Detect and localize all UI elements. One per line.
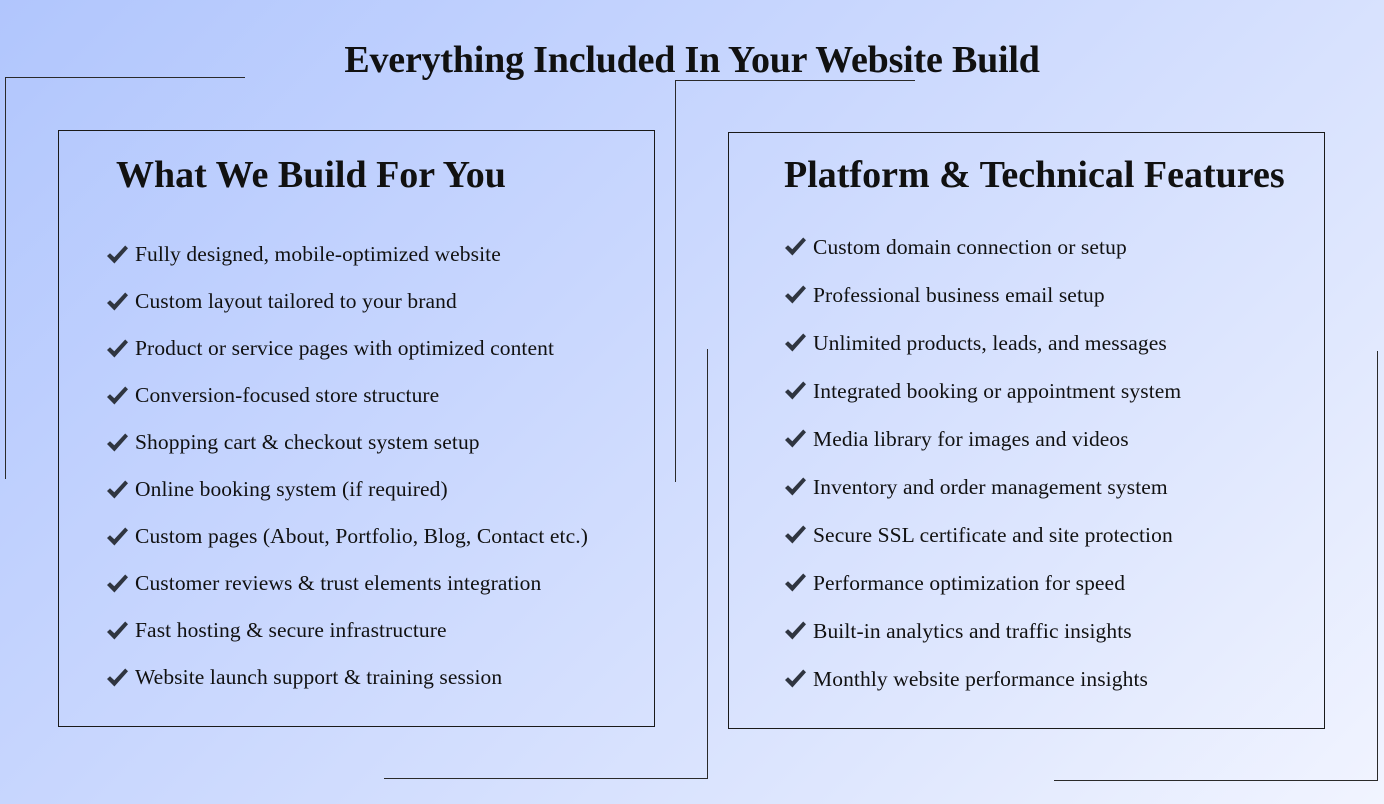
platform-features-panel <box>728 132 1325 729</box>
checkmark-icon <box>783 235 807 259</box>
feature-item <box>783 511 1181 559</box>
feature-label: Media library for images and videos <box>813 426 1129 451</box>
feature-label: Online booking system (if required) <box>135 477 448 501</box>
checkmark-icon <box>783 667 807 691</box>
feature-label: Inventory and order management system <box>813 474 1168 499</box>
feature-label: Conversion-focused store structure <box>135 383 440 407</box>
checkmark-icon <box>105 337 129 361</box>
feature-label: Product or service pages with optimized content <box>135 336 555 360</box>
checkmark-icon <box>105 478 129 502</box>
feature-item <box>783 607 1181 655</box>
feature-label: Built-in analytics and traffic insights <box>813 618 1132 643</box>
feature-label: Website launch support & training session <box>135 665 503 689</box>
feature-item <box>105 560 588 607</box>
checkmark-icon <box>105 431 129 455</box>
feature-item <box>783 463 1181 511</box>
feature-label: Custom domain connection or setup <box>813 234 1127 259</box>
feature-item <box>783 655 1181 703</box>
feature-label: Unlimited products, leads, and messages <box>813 330 1167 355</box>
feature-item <box>105 325 588 372</box>
checkmark-icon <box>783 283 807 307</box>
feature-item <box>105 372 588 419</box>
platform-section-heading: Platform & Technical Features <box>784 154 1285 196</box>
checkmark-icon <box>105 572 129 596</box>
feature-label: Fast hosting & secure infrastructure <box>135 618 447 642</box>
feature-label: Custom layout tailored to your brand <box>135 289 457 313</box>
checkmark-icon <box>783 379 807 403</box>
build-section-heading: What We Build For You <box>116 154 506 196</box>
platform-feature-list <box>783 223 1181 703</box>
checkmark-icon <box>105 243 129 267</box>
build-features-panel <box>58 130 655 727</box>
checkmark-icon <box>783 427 807 451</box>
feature-label: Performance optimization for speed <box>813 570 1126 595</box>
feature-item <box>105 278 588 325</box>
checkmark-icon <box>105 525 129 549</box>
feature-item <box>105 607 588 654</box>
feature-item <box>105 466 588 513</box>
checkmark-icon <box>783 619 807 643</box>
checkmark-icon <box>105 619 129 643</box>
feature-label: Monthly website performance insights <box>813 666 1148 691</box>
feature-label: Professional business email setup <box>813 282 1105 307</box>
feature-item <box>105 654 588 701</box>
feature-item <box>783 271 1181 319</box>
checkmark-icon <box>783 475 807 499</box>
feature-label: Secure SSL certificate and site protection <box>813 522 1173 547</box>
feature-item <box>783 415 1181 463</box>
feature-item <box>783 559 1181 607</box>
feature-item <box>783 223 1181 271</box>
feature-item <box>105 419 588 466</box>
checkmark-icon <box>105 384 129 408</box>
feature-label: Shopping cart & checkout system setup <box>135 430 480 454</box>
feature-label: Custom pages (About, Portfolio, Blog, Contact etc.) <box>135 524 588 548</box>
feature-item <box>105 513 588 560</box>
checkmark-icon <box>783 331 807 355</box>
page-title: Everything Included In Your Website Build <box>344 39 1040 81</box>
checkmark-icon <box>105 290 129 314</box>
build-feature-list <box>105 231 588 701</box>
feature-label: Integrated booking or appointment system <box>813 378 1182 403</box>
feature-item <box>105 231 588 278</box>
checkmark-icon <box>783 571 807 595</box>
checkmark-icon <box>105 666 129 690</box>
feature-label: Fully designed, mobile-optimized website <box>135 242 501 266</box>
checkmark-icon <box>783 523 807 547</box>
feature-item <box>783 319 1181 367</box>
feature-label: Customer reviews & trust elements integration <box>135 571 542 595</box>
feature-item <box>783 367 1181 415</box>
